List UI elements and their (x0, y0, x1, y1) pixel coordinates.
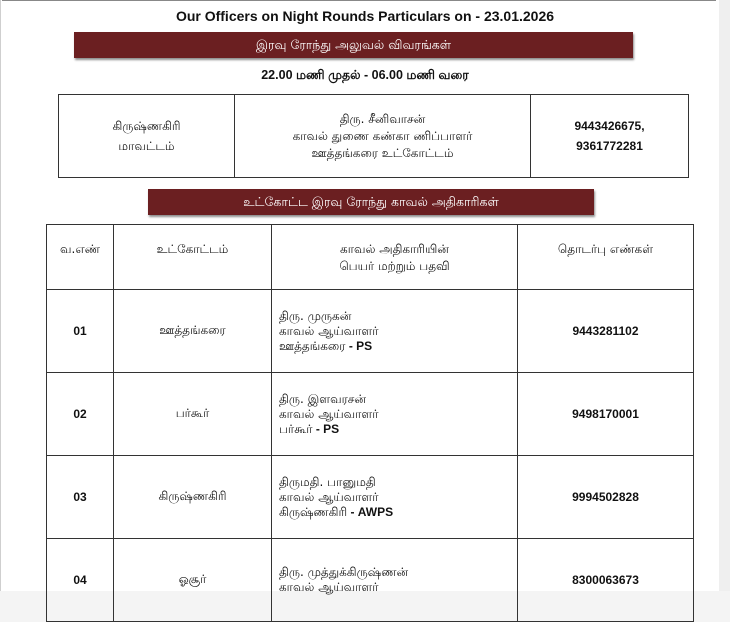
time-range: 22.00 மணி முதல் - 06.00 மணி வரை (261, 68, 469, 82)
page-edge (719, 0, 730, 591)
officer-station (279, 505, 517, 520)
header-officer-line1: காவல் அதிகாரியின் (340, 242, 449, 256)
row-subdivision: ஓசூர் (114, 539, 272, 622)
officer-name: திரு. முருகன் (279, 308, 352, 323)
officer-rank: காவல் ஆய்வாளர் (279, 489, 379, 504)
row-sno: 02 (47, 373, 114, 456)
row-contact: 9498170001 (518, 373, 694, 456)
officer-station (279, 422, 517, 437)
district-phone-1: 9443426675, (574, 119, 645, 133)
subdivision-officers-table (46, 224, 694, 622)
district-officer-row (59, 95, 689, 178)
header-contact: தொடர்பு எண்கள் (518, 225, 694, 290)
district-cell (59, 95, 235, 178)
district-label: மாவட்டம் (118, 139, 175, 153)
officer-name: திரு. இளவரசன் (279, 391, 367, 406)
district-officer-cell (235, 95, 531, 178)
district-phone-2: 9361772281 (576, 139, 643, 153)
page-title: Our Officers on Night Rounds Particulars on - 23.01.2026 (175, 8, 555, 24)
table-row (47, 373, 694, 456)
row-officer (272, 290, 518, 373)
table-header-row (47, 225, 694, 290)
table-row (47, 456, 694, 539)
district-officer-division: ஊத்தங்கரை உட்கோட்டம் (311, 145, 454, 160)
officer-name: திருமதி. பானுமதி (279, 474, 376, 489)
officer-name: திரு. முத்துக்கிருஷ்ணன் (279, 565, 409, 579)
header-officer-line2: பெயர் மற்றும் பதவி (339, 259, 450, 273)
row-subdivision: பர்கூர் (114, 373, 272, 456)
header-sno: வ.எண் (47, 225, 114, 290)
table-row (47, 290, 694, 373)
table-row (47, 539, 694, 622)
district-phone-cell (531, 95, 689, 178)
row-sno: 01 (47, 290, 114, 373)
row-subdivision: கிருஷ்ணகிரி (114, 456, 272, 539)
banner-night-rounds: இரவு ரோந்து அலுவல் விவரங்கள் (74, 32, 633, 58)
header-officer (272, 225, 518, 290)
station-suffix: - PS (345, 338, 373, 353)
row-contact: 8300063673 (518, 539, 694, 622)
banner-subdivision-officers: உட்கோட்ட இரவு ரோந்து காவல் அதிகாரிகள் (148, 189, 594, 215)
station-suffix: - AWPS (347, 504, 394, 519)
district-officer-rank: காவல் துணை கண்கா ணிப்பாளர் (292, 128, 473, 143)
header-subdivision: உட்கோட்டம் (114, 225, 272, 290)
district-name: கிருஷ்ணகிரி (112, 119, 181, 133)
station-name: கிருஷ்ணகிரி (279, 504, 348, 519)
row-officer (272, 539, 518, 622)
officer-rank: காவல் ஆய்வாளர் (279, 323, 379, 338)
row-officer (272, 456, 518, 539)
officer-rank: காவல் ஆய்வாளர் (279, 580, 379, 594)
row-contact: 9994502828 (518, 456, 694, 539)
officer-rank: காவல் ஆய்வாளர் (279, 406, 379, 421)
officer-station (279, 339, 517, 354)
row-sno: 03 (47, 456, 114, 539)
row-officer (272, 373, 518, 456)
row-sno: 04 (47, 539, 114, 622)
station-suffix: - PS (312, 421, 340, 436)
district-officer-table (58, 94, 689, 178)
station-name: ஊத்தங்கரை (279, 338, 346, 353)
top-rule (2, 0, 716, 1)
district-officer-name: திரு. சீனிவாசன் (339, 111, 426, 126)
station-name: பர்கூர் (279, 421, 313, 436)
row-subdivision: ஊத்தங்கரை (114, 290, 272, 373)
row-contact: 9443281102 (518, 290, 694, 373)
